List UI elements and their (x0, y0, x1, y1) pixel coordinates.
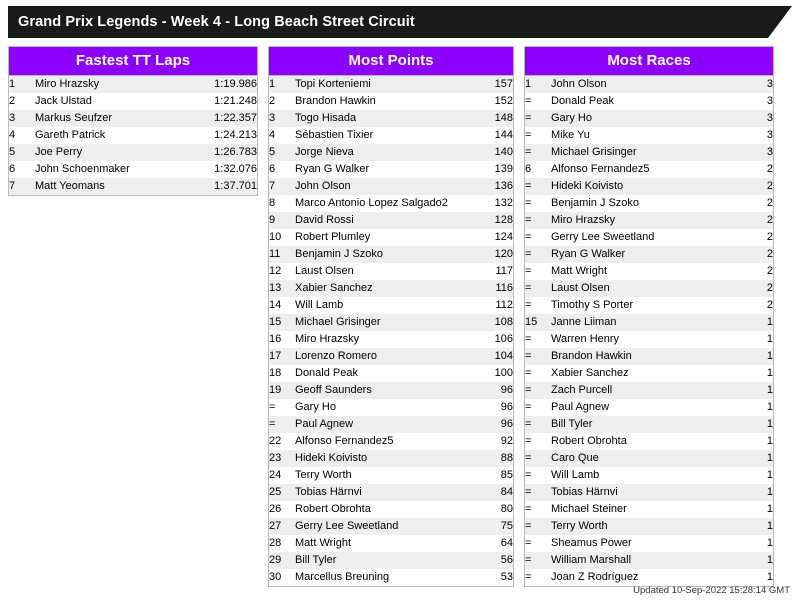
row-driver-name: Xabier Sanchez (551, 367, 629, 379)
row-value: 136 (494, 180, 513, 192)
table-row (269, 229, 513, 246)
row-value: 1 (766, 554, 773, 566)
table-row (525, 365, 773, 382)
row-position: = (525, 401, 532, 413)
row-driver-name: Sébastien Tixier (295, 129, 374, 141)
row-value: 2 (766, 265, 773, 277)
row-position: 7 (269, 180, 276, 192)
row-driver-name: Hideki Koivisto (551, 180, 624, 192)
row-driver-name: Zach Purcell (551, 384, 613, 396)
row-value: 1 (766, 333, 773, 345)
table-row (525, 314, 773, 331)
row-position: 25 (269, 486, 282, 498)
table-row (269, 535, 513, 552)
row-position: = (525, 95, 532, 107)
row-position: = (525, 367, 532, 379)
row-value: 148 (494, 112, 513, 124)
row-value: 1 (766, 401, 773, 413)
table-row (525, 467, 773, 484)
row-value: 3 (766, 146, 773, 158)
table-row (269, 178, 513, 195)
table-row (269, 246, 513, 263)
row-driver-name: Gerry Lee Sweetland (295, 520, 399, 532)
row-driver-name: Geoff Saunders (295, 384, 372, 396)
row-position: = (525, 469, 532, 481)
table-row (269, 569, 513, 586)
row-driver-name: Michael Grisinger (551, 146, 637, 158)
row-position: = (525, 248, 532, 260)
row-driver-name: Terry Worth (295, 469, 352, 481)
table-row (269, 399, 513, 416)
row-position: 29 (269, 554, 282, 566)
row-driver-name: Marcellus Breuning (295, 571, 390, 583)
row-position: 26 (269, 503, 282, 515)
row-value: 2 (766, 299, 773, 311)
row-position: 3 (269, 112, 276, 124)
row-value: 3 (766, 78, 773, 90)
row-value: 96 (500, 384, 513, 396)
panel-most-points (268, 46, 514, 587)
row-position: 9 (269, 214, 276, 226)
row-driver-name: Warren Henry (551, 333, 620, 345)
row-value: 88 (500, 452, 513, 464)
table-row (525, 263, 773, 280)
row-position: = (525, 112, 532, 124)
row-position: = (525, 384, 532, 396)
row-position: = (269, 418, 276, 430)
row-value: 3 (766, 129, 773, 141)
table-row (525, 552, 773, 569)
row-position: = (525, 299, 532, 311)
row-position: = (525, 418, 532, 430)
titlebar (8, 6, 792, 38)
row-value: 1:24.213 (214, 129, 257, 141)
row-value: 117 (495, 265, 513, 277)
row-driver-name: Miro Hrazsky (35, 78, 100, 90)
row-driver-name: Miro Hrazsky (295, 333, 360, 345)
row-driver-name: Matt Wright (295, 537, 352, 549)
table-row (525, 280, 773, 297)
row-position: 8 (269, 197, 276, 209)
row-position: = (525, 435, 532, 447)
row-value: 85 (500, 469, 513, 481)
row-driver-name: Sheamus Power (551, 537, 632, 549)
row-position: 14 (269, 299, 282, 311)
row-driver-name: Benjamin J Szoko (295, 248, 384, 260)
row-value: 1 (766, 469, 773, 481)
row-value: 2 (766, 180, 773, 192)
row-driver-name: Benjamin J Szoko (551, 197, 640, 209)
row-value: 2 (766, 197, 773, 209)
row-value: 100 (494, 367, 513, 379)
table-row (525, 178, 773, 195)
table-row (525, 569, 773, 586)
row-value: 1:26.783 (214, 146, 257, 158)
row-position: 23 (269, 452, 282, 464)
table-row (525, 382, 773, 399)
row-driver-name: Matt Yeomans (35, 180, 105, 192)
row-driver-name: David Rossi (295, 214, 354, 226)
row-position: 6 (525, 163, 532, 175)
row-position: 3 (9, 112, 16, 124)
table-row (525, 416, 773, 433)
table-row (269, 450, 513, 467)
table-row (525, 127, 773, 144)
row-position: = (525, 571, 532, 583)
row-value: 3 (766, 112, 773, 124)
row-position: 16 (269, 333, 282, 345)
row-position: = (525, 350, 532, 362)
table-row (9, 144, 257, 161)
row-value: 96 (500, 418, 513, 430)
row-position: = (525, 197, 532, 209)
row-position: 22 (269, 435, 282, 447)
row-position: 11 (269, 248, 281, 260)
panel-fastest-tt-laps (8, 46, 258, 196)
titlebar-notch (768, 6, 792, 38)
row-driver-name: Gerry Lee Sweetland (551, 231, 655, 243)
row-driver-name: Lorenzo Romero (295, 350, 377, 362)
row-driver-name: Gareth Patrick (35, 129, 106, 141)
table-row (269, 212, 513, 229)
row-driver-name: Mike Yu (551, 129, 590, 141)
table-row (269, 365, 513, 382)
table-row (525, 93, 773, 110)
table-row (525, 484, 773, 501)
row-driver-name: Paul Agnew (295, 418, 354, 430)
table-row (525, 433, 773, 450)
table-row (269, 552, 513, 569)
row-value: 1:37.701 (214, 180, 257, 192)
row-driver-name: Topi Korteniemi (295, 78, 371, 90)
table-row (525, 76, 773, 93)
table-row (525, 348, 773, 365)
row-value: 84 (500, 486, 513, 498)
row-driver-name: John Olson (551, 78, 607, 90)
table-most-races (525, 76, 773, 586)
row-value: 3 (766, 95, 773, 107)
row-value: 1 (766, 367, 773, 379)
row-position: 1 (269, 78, 276, 90)
row-value: 124 (494, 231, 513, 243)
row-driver-name: John Olson (295, 180, 351, 192)
row-value: 152 (494, 95, 513, 107)
row-position: 15 (269, 316, 282, 328)
table-row (269, 331, 513, 348)
table-row (269, 297, 513, 314)
row-driver-name: Joan Z Rodríguez (551, 571, 639, 583)
table-row (269, 484, 513, 501)
row-driver-name: Jorge Nieva (295, 146, 354, 158)
row-driver-name: Michael Steiner (551, 503, 627, 515)
row-position: 4 (9, 129, 16, 141)
table-row (269, 144, 513, 161)
table-row (9, 110, 257, 127)
panel-header-most-points: Most Points (269, 47, 513, 76)
row-value: 64 (500, 537, 513, 549)
table-row (269, 127, 513, 144)
row-value: 139 (494, 163, 513, 175)
row-driver-name: Michael Grisinger (295, 316, 381, 328)
panel-header-fastest-tt-laps: Fastest TT Laps (9, 47, 257, 76)
table-row (269, 263, 513, 280)
row-position: 5 (9, 146, 16, 158)
row-value: 1 (766, 384, 773, 396)
table-row (269, 382, 513, 399)
table-row (525, 535, 773, 552)
page-title: Grand Prix Legends - Week 4 - Long Beach Street Circuit (8, 6, 768, 38)
table-row (9, 127, 257, 144)
row-value: 1 (766, 571, 773, 583)
table-row (9, 161, 257, 178)
standings-columns (8, 46, 792, 587)
row-driver-name: Xabier Sanchez (295, 282, 373, 294)
row-position: = (525, 520, 532, 532)
panel-most-races (524, 46, 774, 587)
row-value: 1:32.076 (214, 163, 257, 175)
table-row (269, 501, 513, 518)
row-value: 1:22.357 (214, 112, 257, 124)
table-row (525, 331, 773, 348)
row-value: 2 (766, 282, 773, 294)
table-row (525, 501, 773, 518)
row-value: 1 (766, 350, 773, 362)
row-driver-name: Gary Ho (551, 112, 592, 124)
row-position: 30 (269, 571, 282, 583)
row-position: 4 (269, 129, 276, 141)
row-position: 24 (269, 469, 282, 481)
table-row (525, 518, 773, 535)
table-row (9, 76, 257, 93)
table-row (525, 161, 773, 178)
row-driver-name: Ryan G Walker (551, 248, 626, 260)
row-value: 1 (766, 537, 773, 549)
table-row (269, 467, 513, 484)
row-driver-name: Paul Agnew (551, 401, 610, 413)
row-position: = (525, 503, 532, 515)
row-position: 19 (269, 384, 282, 396)
row-driver-name: Will Lamb (551, 469, 600, 481)
row-driver-name: Timothy S Porter (551, 299, 634, 311)
table-row (269, 93, 513, 110)
row-position: 1 (9, 78, 16, 90)
row-position: = (525, 452, 532, 464)
row-driver-name: Terry Worth (551, 520, 608, 532)
row-driver-name: Alfonso Fernandez5 (295, 435, 394, 447)
row-value: 92 (500, 435, 513, 447)
row-value: 104 (494, 350, 513, 362)
row-value: 132 (494, 197, 513, 209)
row-position: = (525, 486, 532, 498)
row-driver-name: Robert Obrohta (551, 435, 627, 447)
row-position: 17 (269, 350, 282, 362)
row-driver-name: Caro Que (551, 452, 599, 464)
row-position: = (525, 554, 532, 566)
row-position: = (525, 265, 532, 277)
row-value: 1 (766, 520, 773, 532)
row-value: 1:19.986 (214, 78, 257, 90)
table-row (525, 246, 773, 263)
row-position: 15 (525, 316, 538, 328)
row-driver-name: Marco Antonio Lopez Salgado2 (295, 197, 448, 209)
row-position: 10 (269, 231, 282, 243)
row-value: 116 (495, 282, 513, 294)
row-position: = (525, 282, 532, 294)
last-updated-text: Updated 10-Sep-2022 15:28:14 GMT (633, 585, 790, 596)
table-row (525, 195, 773, 212)
row-driver-name: William Marshall (551, 554, 632, 566)
row-position: 7 (9, 180, 16, 192)
row-position: 18 (269, 367, 282, 379)
row-driver-name: Brandon Hawkin (551, 350, 632, 362)
row-driver-name: Miro Hrazsky (551, 214, 616, 226)
row-value: 75 (500, 520, 513, 532)
row-value: 112 (495, 299, 513, 311)
row-driver-name: Jack Ulstad (35, 95, 92, 107)
row-driver-name: Brandon Hawkin (295, 95, 376, 107)
row-value: 1 (766, 503, 773, 515)
table-fastest-tt-laps (9, 76, 257, 195)
row-driver-name: Robert Plumley (295, 231, 371, 243)
row-value: 2 (766, 214, 773, 226)
row-value: 53 (500, 571, 513, 583)
table-row (525, 144, 773, 161)
row-position: 2 (9, 95, 16, 107)
row-driver-name: Laust Olsen (295, 265, 354, 277)
row-position: 13 (269, 282, 282, 294)
row-driver-name: Matt Wright (551, 265, 608, 277)
row-value: 1 (766, 418, 773, 430)
row-value: 1 (766, 316, 773, 328)
row-value: 56 (500, 554, 513, 566)
row-driver-name: Tobias Härnvi (551, 486, 618, 498)
row-position: 1 (525, 78, 532, 90)
table-row (269, 416, 513, 433)
table-row (269, 161, 513, 178)
row-position: = (269, 401, 276, 413)
table-row (9, 93, 257, 110)
row-driver-name: Laust Olsen (551, 282, 610, 294)
row-value: 2 (766, 231, 773, 243)
row-driver-name: Ryan G Walker (295, 163, 370, 175)
table-row (269, 280, 513, 297)
row-driver-name: Joe Perry (35, 146, 83, 158)
row-position: = (525, 333, 532, 345)
row-position: = (525, 537, 532, 549)
row-value: 2 (766, 248, 773, 260)
row-value: 120 (494, 248, 513, 260)
table-row (269, 348, 513, 365)
row-position: 2 (269, 95, 276, 107)
row-value: 1 (766, 486, 773, 498)
row-value: 1:21.248 (214, 95, 257, 107)
row-driver-name: Janne Liiman (551, 316, 617, 328)
table-row (269, 314, 513, 331)
row-position: 27 (269, 520, 282, 532)
table-row (525, 297, 773, 314)
table-row (525, 110, 773, 127)
row-position: 6 (269, 163, 276, 175)
table-row (269, 76, 513, 93)
table-row (9, 178, 257, 195)
table-row (525, 229, 773, 246)
row-position: 5 (269, 146, 276, 158)
row-driver-name: Markus Seufzer (35, 112, 113, 124)
row-driver-name: Tobias Härnvi (295, 486, 362, 498)
row-position: = (525, 146, 532, 158)
row-value: 1 (766, 435, 773, 447)
row-driver-name: Will Lamb (295, 299, 344, 311)
row-value: 108 (494, 316, 513, 328)
row-position: = (525, 231, 532, 243)
row-position: 12 (269, 265, 282, 277)
table-row (269, 195, 513, 212)
row-value: 140 (494, 146, 513, 158)
row-value: 1 (766, 452, 773, 464)
table-most-points (269, 76, 513, 586)
row-driver-name: Bill Tyler (295, 554, 337, 566)
row-driver-name: Bill Tyler (551, 418, 593, 430)
row-position: = (525, 214, 532, 226)
row-driver-name: Gary Ho (295, 401, 336, 413)
row-position: 6 (9, 163, 16, 175)
row-value: 2 (766, 163, 773, 175)
table-row (269, 518, 513, 535)
table-row (525, 212, 773, 229)
row-value: 144 (494, 129, 513, 141)
row-value: 106 (494, 333, 513, 345)
table-row (269, 433, 513, 450)
table-row (525, 450, 773, 467)
row-value: 96 (500, 401, 513, 413)
row-position: = (525, 180, 532, 192)
row-value: 157 (494, 78, 513, 90)
row-driver-name: Togo Hisada (295, 112, 357, 124)
row-position: 28 (269, 537, 282, 549)
row-driver-name: Robert Obrohta (295, 503, 371, 515)
row-driver-name: Donald Peak (295, 367, 358, 379)
row-value: 80 (500, 503, 513, 515)
table-row (269, 110, 513, 127)
row-value: 128 (494, 214, 513, 226)
panel-header-most-races: Most Races (525, 47, 773, 76)
row-position: = (525, 129, 532, 141)
table-row (525, 399, 773, 416)
row-driver-name: John Schoenmaker (35, 163, 130, 175)
row-driver-name: Donald Peak (551, 95, 614, 107)
row-driver-name: Alfonso Fernandez5 (551, 163, 650, 175)
row-driver-name: Hideki Koivisto (295, 452, 368, 464)
